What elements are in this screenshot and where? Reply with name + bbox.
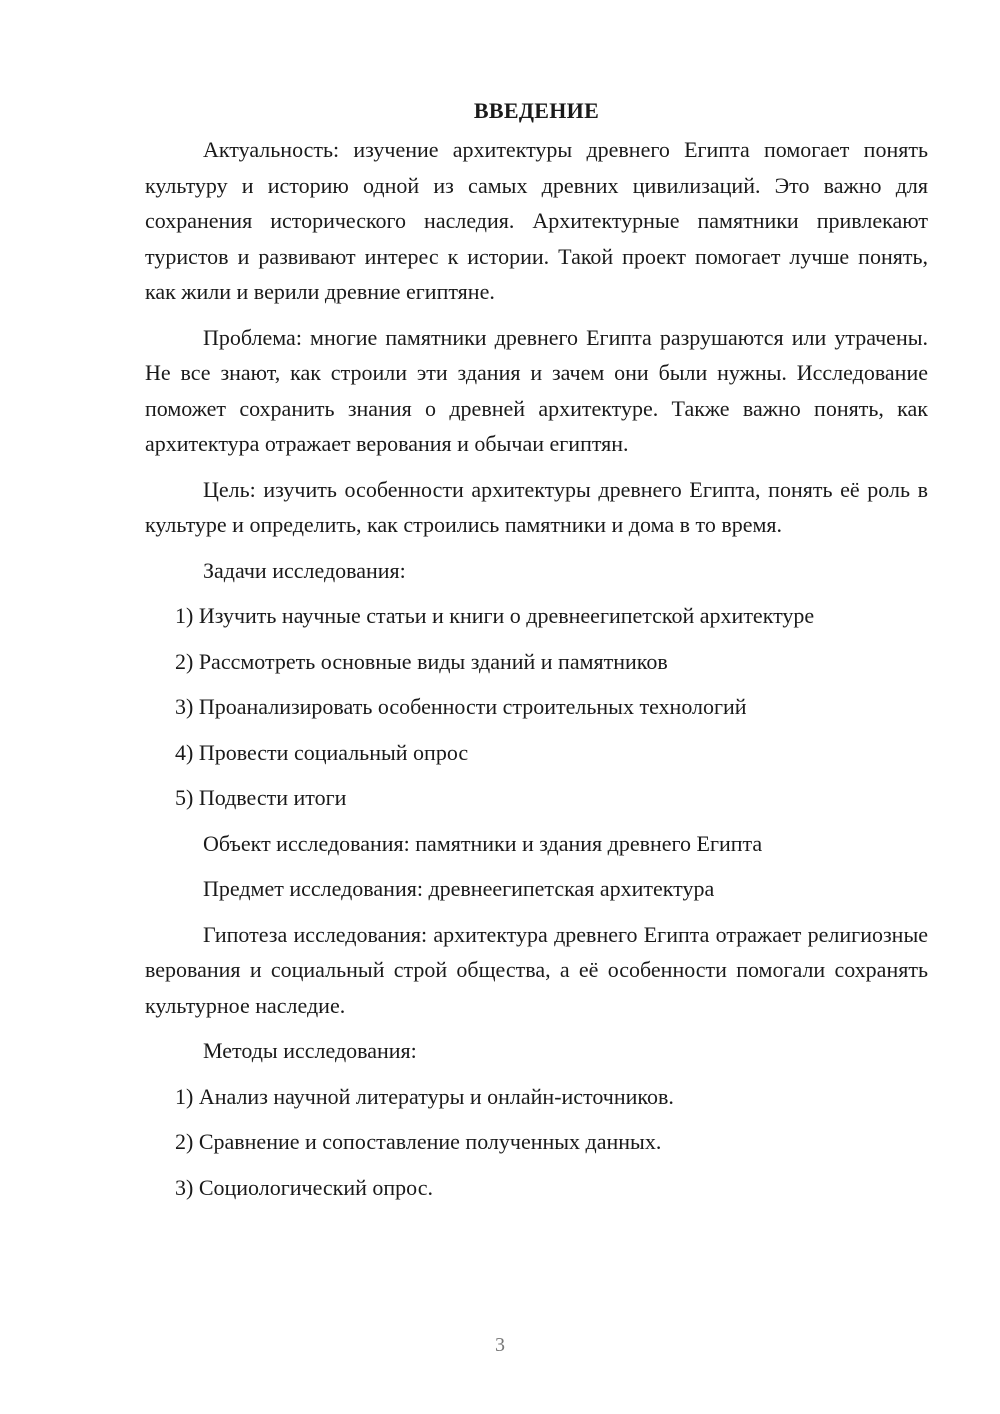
- page-number: 3: [495, 1334, 505, 1356]
- problem-paragraph: Проблема: многие памятники древнего Египта разрушаются или утрачены. Не все знают, как строили эти здания и зачем они были нужны. Исследование поможет сохранить знания о древней архитектуре. Также важно понять, как архитектура отражает верования и обычаи египтян.: [145, 324, 928, 456]
- task-item-2: 2) Рассмотреть основные виды зданий и памятников: [175, 648, 668, 674]
- method-item-1: 1) Анализ научной литературы и онлайн-источников.: [175, 1083, 674, 1109]
- page-content: [145, 96, 928, 1215]
- method-item-3: 3) Социологический опрос.: [175, 1174, 433, 1200]
- task-item-1: 1) Изучить научные статьи и книги о древнеегипетской архитектуре: [175, 603, 815, 628]
- hypothesis-paragraph: Гипотеза исследования: архитектура древнего Египта отражает религиозные верования и социальный строй общества, а её особенности помогали сохранять культурное наследие.: [145, 921, 928, 1018]
- research-subject: Предмет исследования: древнеегипетская архитектура: [203, 876, 715, 901]
- methods-heading: Методы исследования:: [203, 1038, 417, 1063]
- relevance-paragraph: Актуальность: изучение архитектуры древнего Египта помогает понять культуру и историю одной из самых древних цивилизаций. Это важно для сохранения исторического наследия. Архитектурные памятники привлекают туристов и развивают интерес к истории. Такой проект помогает лучше понять, как жили и верили древние египтяне.: [145, 137, 928, 304]
- task-item-5: 5) Подвести итоги: [175, 785, 347, 810]
- tasks-heading: Задачи исследования:: [203, 557, 406, 583]
- method-item-2: 2) Сравнение и сопоставление полученных данных.: [175, 1129, 662, 1154]
- research-object: Объект исследования: памятники и здания древнего Египта: [203, 830, 763, 856]
- task-item-3: 3) Проанализировать особенности строительных технологий: [175, 694, 747, 719]
- goal-paragraph: Цель: изучить особенности архитектуры древнего Египта, понять её роль в культуре и определить, как строились памятники и дома в то время.: [145, 476, 928, 537]
- page-title: ВВЕДЕНИЕ: [473, 98, 600, 123]
- task-item-4: 4) Провести социальный опрос: [175, 739, 469, 765]
